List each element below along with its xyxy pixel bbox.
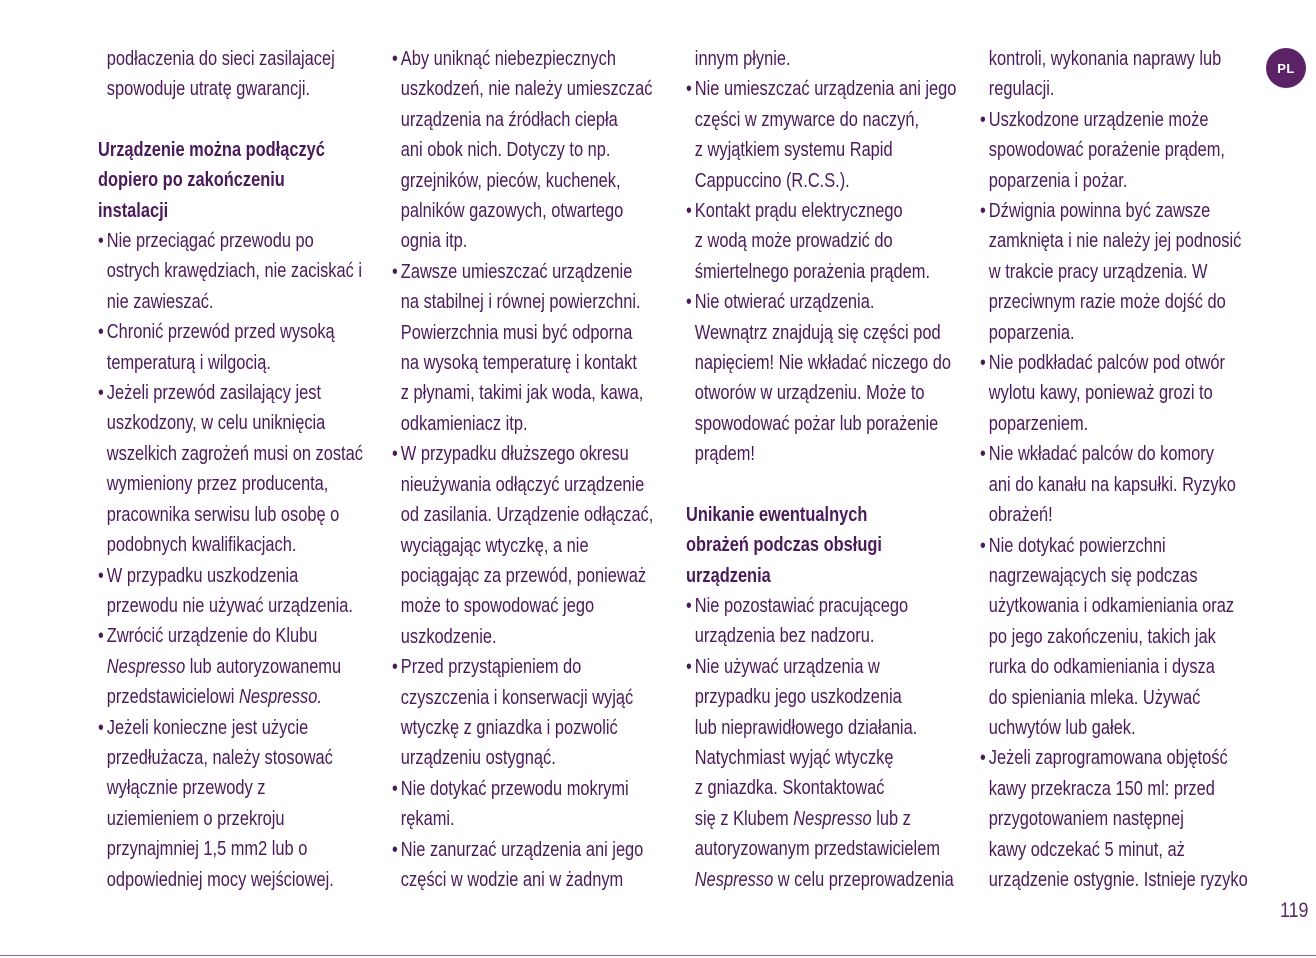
bullet-item: • Jeżeli zaprogramowana objętość kawy przekracza 150 ml: przed przygotowaniem następnej kawy odczekać 5 minut, aż urządzenie ostygnie. Istnieje ryzyko	[980, 743, 1265, 895]
col3-text	[686, 44, 971, 895]
bullet-item: • Uszkodzone urządzenie może spowodować porażenie prądem, poparzenia i pożar.	[980, 105, 1265, 196]
bullet-item: • Zawsze umieszczać urządzenie na stabilnej i równej powierzchni. Powierzchnia musi być odporna na wysoką temperaturę i kontakt z płynami, takimi jak woda, kawa, odkamieniacz itp.	[392, 257, 677, 439]
bullet-item: • Nie umieszczać urządzenia ani jego części w zmywarce do naczyń, z wyjątkiem systemu Rapid Cappuccino (R.C.S.).	[686, 74, 971, 196]
bullet-item: • Dźwignia powinna być zawsze zamknięta i nie należy jej podnosić w trakcie pracy urządzenia. W przeciwnym razie może dojść do poparzenia.	[980, 196, 1265, 348]
page-number: 119	[1279, 899, 1308, 922]
continuation-text: kontroli, wykonania naprawy lub regulacji.	[988, 47, 1222, 101]
section-heading: Unikanie ewentualnych obrażeń podczas obsługi urządzenia	[686, 502, 882, 587]
col1-text	[98, 44, 383, 895]
bullet-item: • Jeżeli przewód zasilający jest uszkodzony, w celu uniknięcia wszelkich zagrożeń musi on zostać wymieniony przez producenta, pracownika serwisu lub osobę o podobnych kwalifikacjach.	[98, 378, 383, 560]
continuation-text: innym płynie.	[694, 47, 791, 70]
bullet-item: • Nie otwierać urządzenia. Wewnątrz znajdują się części pod napięciem! Nie wkładać niczego do otworów w urządzeniu. Może to spowodować pożar lub porażenie prądem!	[686, 287, 971, 469]
language-badge: PL	[1266, 48, 1306, 88]
continuation-text: podłaczenia do sieci zasilajacej spowoduje utratę gwarancji.	[106, 47, 335, 101]
bullet-item: • Aby uniknąć niebezpiecznych uszkodzeń, nie należy umieszczać urządzenia na źródłach ciepła ani obok nich. Dotyczy to np. grzejników, pieców, kuchenek, palników gazowych, otwartego ognia itp.	[392, 44, 677, 257]
bullet-item: • Nie wkładać palców do komory ani do kanału na kapsułki. Ryzyko obrażeń!	[980, 439, 1265, 530]
bullet-item: • Nie przeciągać przewodu po ostrych krawędziach, nie zaciskać i nie zawieszać.	[98, 226, 383, 317]
brand-name: Nespresso	[106, 654, 186, 678]
footer-divider	[0, 955, 1316, 956]
column-3	[686, 44, 971, 895]
bullet-item: • Nie dotykać powierzchni nagrzewających się podczas użytkowania i odkamieniania oraz po jego zakończeniu, takich jak rurka do odkamieniania i dysza do spieniania mleka. Używać uchwytów lub gałek.	[980, 531, 1265, 744]
column-1	[98, 44, 383, 895]
bullet-item: • Zwrócić urządzenie do Klubu Nespresso lub autoryzowanemu przedstawicielowi Nespresso.	[98, 621, 383, 712]
brand-name: Nespresso	[694, 867, 774, 891]
column-2	[392, 44, 677, 895]
bullet-item: • Przed przystąpieniem do czyszczenia i konserwacji wyjąć wtyczkę z gniazdka i pozwolić urządzeniu ostygnąć.	[392, 652, 677, 774]
bullet-item: • W przypadku uszkodzenia przewodu nie używać urządzenia.	[98, 561, 383, 622]
bullet-item: • W przypadku dłuższego okresu nieużywania odłączyć urządzenie od zasilania. Urządzenie odłączać, wyciągając wtyczkę, a nie pociągając za przewód, ponieważ może to spowodować jego uszkodzenie.	[392, 439, 677, 652]
bullet-item: • Nie dotykać przewodu mokrymi rękami.	[392, 774, 677, 835]
col2-text	[392, 44, 677, 895]
section-heading: Urządzenie można podłączyć dopiero po zakończeniu instalacji	[98, 137, 325, 222]
bullet-item: • Kontakt prądu elektrycznego z wodą może prowadzić do śmiertelnego porażenia prądem.	[686, 196, 971, 287]
column-4	[980, 44, 1265, 895]
bullet-item: • Nie podkładać palców pod otwór wylotu kawy, ponieważ grozi to poparzeniem.	[980, 348, 1265, 439]
brand-name: Nespresso	[793, 806, 872, 830]
bullet-item: • Chronić przewód przed wysoką temperaturą i wilgocią.	[98, 317, 383, 378]
bullet-item: • Nie używać urządzenia w przypadku jego uszkodzenia lub nieprawidłowego działania. Natychmiast wyjąć wtyczkę z gniazdka. Skontaktować się z Klubem Nespresso lub z autoryzowanym przedstawicielem Nespresso w celu przeprowadzenia	[686, 652, 971, 895]
col4-text	[980, 44, 1265, 895]
brand-name: Nespresso.	[238, 685, 322, 709]
bullet-item: • Nie zanurzać urządzenia ani jego części w wodzie ani w żadnym	[392, 835, 677, 896]
bullet-item: • Jeżeli konieczne jest użycie przedłużacza, należy stosować wyłącznie przewody z uziemieniem o przekroju przynajmniej 1,5 mm2 lub o odpowiedniej mocy wejściowej.	[98, 713, 383, 895]
bullet-item: • Nie pozostawiać pracującego urządzenia bez nadzoru.	[686, 591, 971, 652]
